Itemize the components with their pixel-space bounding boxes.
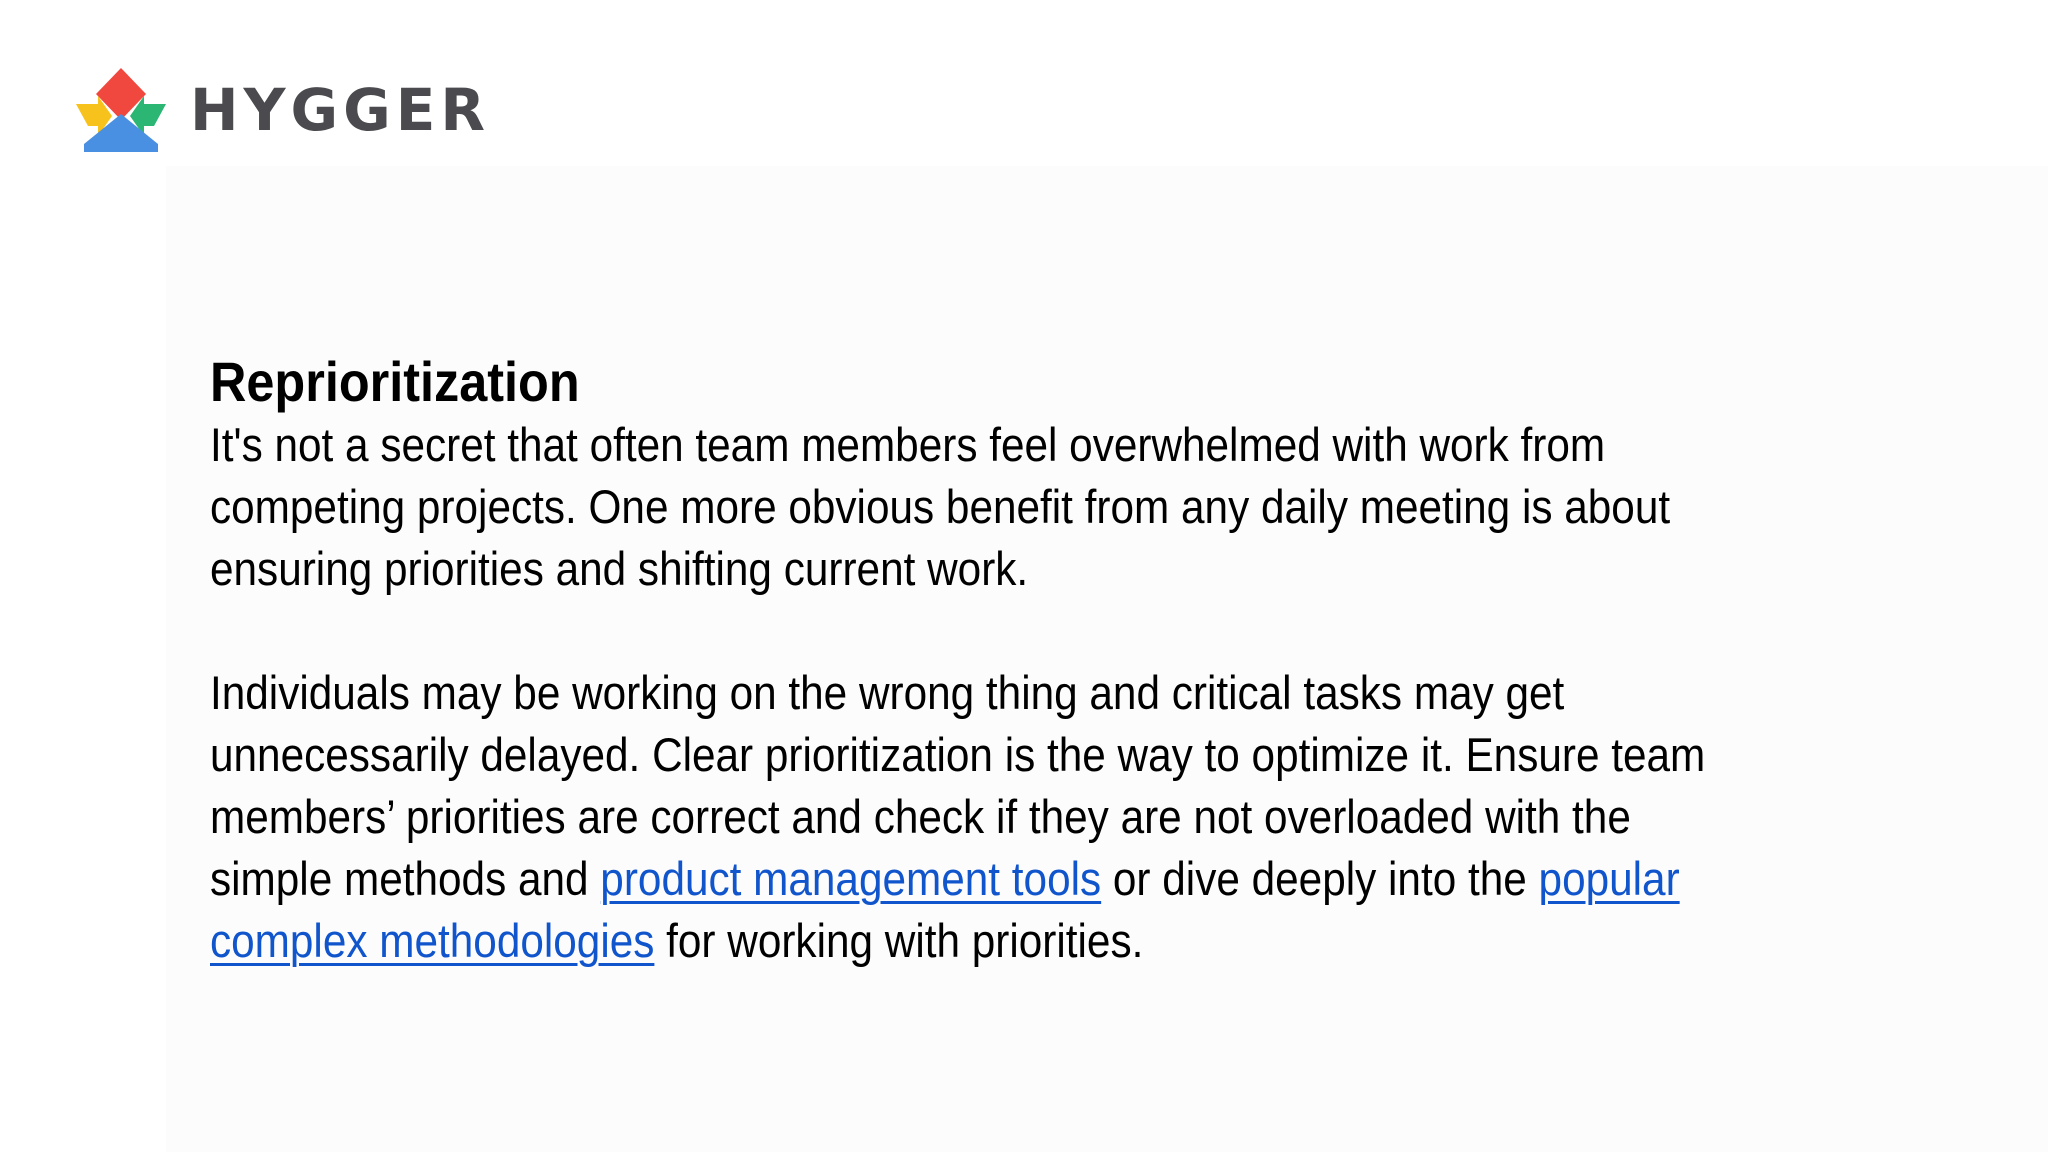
- popular-complex-methodologies-link[interactable]: complex methodologies: [210, 914, 655, 967]
- paragraph-2-line: unnecessarily delayed. Clear prioritization is the way to optimize it. Ensure team: [210, 728, 1706, 781]
- paragraph-2: [210, 662, 1770, 972]
- paragraph-2-line: Individuals may be working on the wrong thing and critical tasks may get: [210, 666, 1565, 719]
- paragraph-1-line: competing projects. One more obvious benefit from any daily meeting is about: [210, 480, 1671, 533]
- hygger-logo[interactable]: [76, 64, 490, 154]
- logo-wordmark: HYGGER: [190, 76, 491, 144]
- text-fragment: simple methods and: [210, 852, 601, 905]
- paragraph-2-line: members’ priorities are correct and check if they are not overloaded with the: [210, 790, 1631, 843]
- popular-complex-methodologies-link[interactable]: popular: [1538, 852, 1680, 905]
- text-fragment: for working with priorities.: [654, 914, 1144, 967]
- paragraph-gap: [210, 600, 1770, 662]
- paragraph-1: [210, 414, 1770, 600]
- text-fragment: or dive deeply into the: [1101, 852, 1539, 905]
- paragraph-1-line: It's not a secret that often team members feel overwhelmed with work from: [210, 418, 1606, 471]
- hygger-logo-icon: [76, 64, 166, 154]
- slide-content: [210, 350, 1770, 972]
- paragraph-2-line: [210, 910, 1614, 972]
- slide-heading: Reprioritization: [210, 350, 580, 413]
- paragraph-1-line: ensuring priorities and shifting current work.: [210, 542, 1029, 595]
- product-management-tools-link[interactable]: product management tools: [600, 852, 1102, 905]
- paragraph-2-line: [210, 848, 1680, 910]
